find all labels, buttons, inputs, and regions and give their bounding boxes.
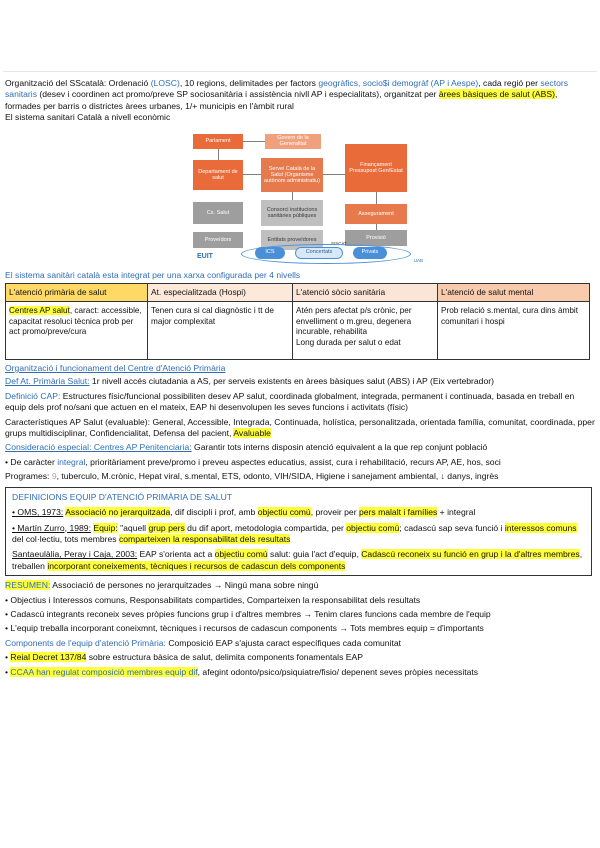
top-divider bbox=[3, 71, 597, 72]
oms-definition bbox=[12, 507, 585, 518]
bullet-text: , prioritàriament preve/promo i preveu aspectes educatius, assist, cura i rehabilitació, recurs AP, AE, hos, soci bbox=[85, 456, 501, 467]
arrow-connector bbox=[323, 174, 345, 175]
euit-logo: EUIT bbox=[197, 252, 213, 260]
table-header: L'atenció sòcio sanitària bbox=[293, 284, 438, 302]
pill-privats: Privats bbox=[353, 247, 387, 259]
levels-title: El sistema sanitàri català esta integrat per una xarxa configurada per 4 nivells bbox=[5, 269, 301, 280]
intro-text: , 10 regions, delimitades per factors bbox=[179, 78, 319, 88]
resumen-line bbox=[5, 580, 595, 591]
def-highlight: comparteixen la responsabilitat dels resultats bbox=[118, 533, 291, 544]
arrow-connector bbox=[243, 141, 265, 142]
cell-text: , caract: accessible, capacitat resoluci tècnica prob per act promo/preve/cura bbox=[9, 306, 142, 337]
martin-zurro-definition bbox=[12, 523, 585, 546]
intro-text: Organització del SScatalà: Ordenació bbox=[5, 78, 151, 88]
table-header: At. especialitzada (Hospi) bbox=[148, 284, 293, 302]
box-govern: Govern de la Generalitat bbox=[265, 134, 321, 149]
components-text: Composició EAP s'ajusta caract específiques cada comunitat bbox=[165, 637, 402, 648]
sectors-term: sectors sanitaris bbox=[5, 78, 569, 100]
table-cell bbox=[293, 302, 438, 360]
box-parlament: Parlament bbox=[193, 134, 243, 149]
avaluable-highlight: Avaluable bbox=[233, 428, 271, 439]
def-highlight: objectiu comú bbox=[346, 522, 400, 533]
cell-text: Long durada per salut o edat bbox=[296, 337, 401, 347]
uab-logo: UAB bbox=[413, 257, 423, 263]
losc-term: (LOSC) bbox=[150, 78, 180, 88]
programes-text: , tuberculo, M.crònic, Hepat viral, s.mental, ETS, odonto, VIH/SIDA, Higiene i sanejament ambiental, ↓ danys, ingrès bbox=[56, 471, 499, 482]
def-highlight: pers malalt i famílies bbox=[358, 507, 438, 518]
bullet-mark: • bbox=[5, 666, 11, 677]
document-page bbox=[5, 78, 595, 678]
resumen-bullet: • Objectius i Interessos comuns, Responsabilitats compartides, Comparteixen la responsabilitat dels resultats bbox=[5, 594, 421, 605]
definitions-title: DEFINICIONS EQUIP D'ATENCIÓ PRIMÀRIA DE SALUT bbox=[12, 491, 233, 502]
def-text: "aquell bbox=[117, 522, 149, 533]
programes-count: 9 bbox=[51, 471, 57, 482]
box-provisio: Provisió bbox=[345, 230, 407, 246]
def-text: , dif discipli i prof, amb bbox=[170, 507, 258, 518]
box-departament: Departament de salut bbox=[193, 160, 243, 190]
economic-system-diagram bbox=[193, 134, 423, 266]
components-bullet bbox=[5, 667, 595, 678]
reial-decret-highlight: Reial Decret 137/84 bbox=[10, 652, 87, 663]
sp-label: Santaeulàlia, Peray i Caja, 2003: bbox=[12, 549, 138, 560]
integral-bullet bbox=[5, 457, 595, 468]
pill-ics: ICS bbox=[255, 247, 285, 259]
def-at-paragraph bbox=[5, 376, 595, 387]
def-highlight: incorporant coneixements, tècniques i recursos de cadascun dels components bbox=[47, 560, 346, 571]
characteristics-text: Característiques AP Salut (evaluable): General, Accessible, Integrada, Continuada, holística, personalitzada, orientada família, comunitat, coordinada, pper grups multidisciplinar, Confidencialitat, Defensa del pacient, bbox=[5, 416, 595, 439]
box-servei: Servei Català de la Salut (Organisme autònom administratiu) bbox=[261, 158, 323, 192]
box-entitats: Entitats proveïdores bbox=[261, 230, 323, 250]
components-title: Components de l'equip d'atenció Primària: bbox=[5, 637, 166, 648]
def-highlight: objectiu comú bbox=[257, 507, 311, 518]
box-cs-salut: Cs. Salut bbox=[193, 202, 243, 224]
programes-label: Programes: bbox=[5, 471, 52, 482]
abs-highlight: àrees bàsiques de salut (ABS) bbox=[438, 89, 555, 100]
def-highlight: Associació no jerarquitzada bbox=[65, 507, 171, 518]
mz-label: • Martín Zurro, 1989: bbox=[12, 522, 91, 533]
definitions-box bbox=[5, 487, 592, 576]
table-header-row bbox=[6, 284, 590, 302]
arrow-connector bbox=[243, 174, 261, 175]
box-financament: Finançament Pressupost Gen/Estat bbox=[345, 144, 407, 192]
bullet-mark: • bbox=[5, 652, 11, 663]
def-text: du dif aport, metodologia compartida, per bbox=[184, 522, 347, 533]
def-text: , treballen bbox=[12, 549, 583, 571]
arrow-connector bbox=[292, 192, 293, 200]
arrow-connector bbox=[376, 192, 377, 204]
def-text: salut: guia l'act d'equip, bbox=[267, 549, 362, 560]
resumen-label: RESUMEN: bbox=[5, 580, 51, 591]
consid-label: Consideració especial: Centres AP Penitenciaria: bbox=[5, 442, 192, 453]
def-at-text: 1r nivell accés ciutadania a AS, per serveis existents en àrees bàsiques salut (ABS) i AP (Eix vertebrador) bbox=[89, 376, 494, 387]
components-bullet bbox=[5, 652, 595, 663]
bullet-text: , afegint odonto/psico/psiquiatre/fisio/ depenent seves pròpies necessitats bbox=[197, 666, 479, 677]
intro-text: (desev i coordinen act promo/preve SP sociosanitària i assistència nivll AP i especialitats), organitzat per bbox=[37, 89, 439, 100]
def-highlight: interessos comuns bbox=[504, 522, 577, 533]
def-text: + integral bbox=[437, 507, 476, 518]
integral-term: integral bbox=[57, 456, 86, 467]
intro-paragraph bbox=[5, 78, 595, 112]
intro-text: , cada regió per bbox=[478, 78, 541, 88]
table-cell: Tenen cura si cal diagnòstic i tt de major complexitat bbox=[148, 302, 293, 360]
programes-line bbox=[5, 471, 595, 482]
def-at-label: Def At. Primària Salut: bbox=[5, 376, 90, 387]
resumen-bullet: • Cadascú integrants reconeix seves pròpies funcions grup i d'altres membres → Tenim clares funcions cada membre de l'equip bbox=[5, 608, 491, 619]
ccaa-highlight: CCAA han regulat composició membres equip dif bbox=[10, 666, 198, 677]
consid-text: Garantir tots interns disposin atenció equivalent a la que rep conjunt població bbox=[191, 442, 488, 453]
cell-text: Atén pers afectat p/s crònic, per envelliment o m.greu, degenera incurable, rehabilita bbox=[296, 306, 412, 337]
arrow-connector bbox=[376, 224, 377, 230]
levels-table bbox=[5, 283, 590, 360]
org-title: Organització i funcionament del Centre d'Atenció Primària bbox=[5, 363, 226, 374]
santaeulalia-definition bbox=[12, 549, 585, 572]
centres-highlight: Centres AP salut bbox=[9, 306, 70, 316]
def-text: del col·lectiu, tots membres bbox=[12, 533, 119, 544]
geo-term: geogràfics, socio$i demogràf (AP i Aespe) bbox=[318, 78, 479, 88]
def-highlight: Equip: bbox=[93, 522, 118, 533]
penitenciaria-paragraph bbox=[5, 442, 595, 453]
def-text: , proveir per bbox=[310, 507, 359, 518]
arrow-connector bbox=[218, 149, 219, 160]
oms-label: • OMS, 1973: bbox=[12, 507, 64, 518]
def-highlight: Cadascú reconeix su funció en grup i la d'altres membres bbox=[361, 549, 580, 560]
intro-text: , formades per barris o districtes àrees urbanes, 1/+ municipis en l'àmbit rural bbox=[5, 89, 558, 111]
bullet-text: sobre estructura bàsica de salut, delimita components fonamentals EAP bbox=[86, 652, 363, 663]
characteristics-paragraph bbox=[5, 417, 595, 440]
table-cell bbox=[6, 302, 148, 360]
siscat-label: SISCAT bbox=[331, 240, 347, 246]
diagram-caption: El sistema sanitari Català a nivell econòmic bbox=[5, 112, 171, 123]
def-highlight: objectiu comú bbox=[214, 549, 268, 560]
def-highlight: grup pers bbox=[148, 522, 185, 533]
def-cap-text: Estructures físic/funcional possibiliten desev AP salut, coordinada globalment, integrada, permanent i continuada, basada en treball en equip dels prof no/sani que actuen en el mateix, EAP hi desenvolupen les seves funcions i activitats (físic) bbox=[5, 390, 575, 413]
table-row bbox=[6, 302, 590, 360]
table-header: L'atenció primària de salut bbox=[6, 284, 148, 302]
resumen-bullet: • L'equip treballa incorporant coneixmnt, tècniques i recursos de cadascun components → Tots membres equip = d'importants bbox=[5, 623, 484, 634]
table-cell: Prob relació s.mental, cura dins àmbit comunitari i hospi bbox=[438, 302, 590, 360]
def-text: ; cadascú sap seva funció i bbox=[399, 522, 505, 533]
components-line bbox=[5, 638, 595, 649]
pill-concertats: Concertats bbox=[295, 247, 343, 259]
bullet-text: • De caràcter bbox=[5, 456, 58, 467]
def-cap-label: Definició CAP: bbox=[5, 390, 61, 401]
box-assegurament: Assegurament bbox=[345, 204, 407, 224]
resumen-text: Associació de persones no jerarquitzades → Ningú mana sobre ningú bbox=[50, 580, 319, 591]
box-consorci: Consorci institucions sanitàries públiques bbox=[261, 200, 323, 226]
box-proveidors: Proveïdors bbox=[193, 232, 243, 248]
def-text: EAP s'orienta act a bbox=[137, 549, 215, 560]
def-cap-paragraph bbox=[5, 391, 595, 414]
table-header: L'atenció de salut mental bbox=[438, 284, 590, 302]
